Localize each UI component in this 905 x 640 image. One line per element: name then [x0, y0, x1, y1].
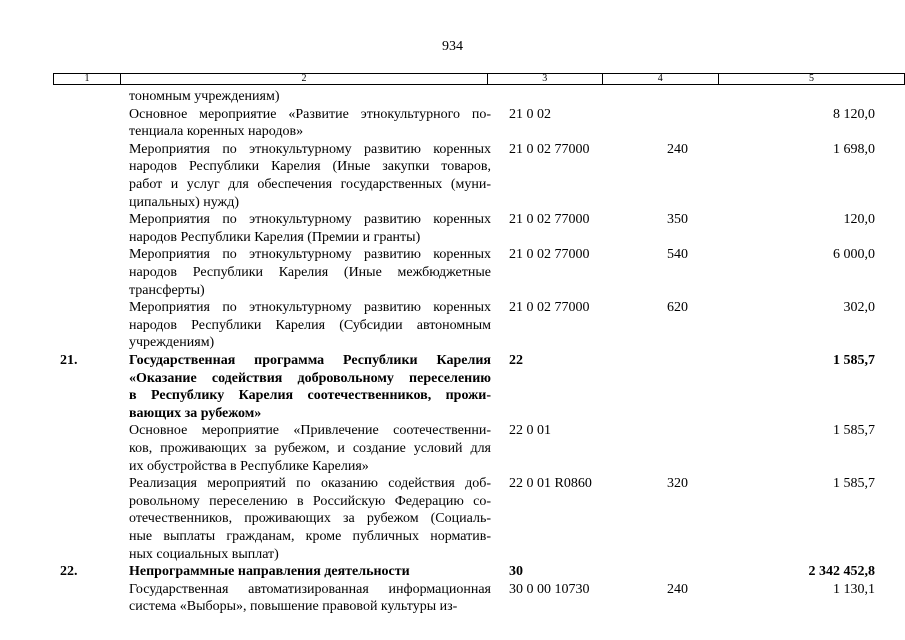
description-line: Мероприятия по этнокультурному развитию коренных	[129, 212, 491, 228]
row-description	[129, 563, 491, 581]
description-line: Государственная автоматизированная информационная	[129, 581, 491, 597]
description-line: Основное мероприятие «Развитие этнокультурного по-	[129, 106, 491, 122]
row-description	[129, 246, 491, 299]
row-amount: 1 130,1	[833, 581, 875, 597]
row-target-code: 21 0 02 77000	[509, 247, 590, 263]
row-target-code: 21 0 02 77000	[509, 212, 590, 228]
row-amount: 1 698,0	[833, 141, 875, 157]
row-description	[129, 299, 491, 352]
description-line: ровольному переселению в Российскую Федерацию со-	[129, 493, 491, 509]
description-line: Мероприятия по этнокультурному развитию коренных	[129, 247, 491, 263]
row-number: 21.	[60, 353, 78, 368]
row-amount: 302,0	[843, 300, 875, 316]
row-amount: 8 120,0	[833, 106, 875, 122]
row-description	[129, 581, 491, 616]
row-expense-type: 240	[667, 141, 688, 157]
row-expense-type: 240	[667, 581, 688, 597]
description-line: Основное мероприятие «Привлечение соотечественни-	[129, 423, 491, 439]
description-line: ных социальных выплат)	[129, 546, 279, 562]
column-header-row	[53, 73, 905, 85]
description-line: ципальных) нужд)	[129, 194, 240, 210]
description-line: их обустройства в Республике Карелия»	[129, 458, 369, 474]
column-number-3: 3	[488, 74, 602, 85]
description-line: Реализация мероприятий по оказанию содействия доб-	[129, 476, 491, 492]
row-amount: 6 000,0	[833, 247, 875, 263]
column-number-5: 5	[718, 74, 904, 85]
row-target-code: 30	[509, 564, 523, 580]
description-line: Мероприятия по этнокультурному развитию коренных	[129, 300, 491, 316]
page-number: 934	[442, 39, 463, 54]
column-number-1: 1	[54, 74, 121, 85]
row-target-code: 22	[509, 353, 523, 368]
description-line: отечественников, проживающих за рубежом (Социаль-	[129, 511, 491, 527]
row-expense-type: 620	[667, 300, 688, 316]
row-target-code: 21 0 02 77000	[509, 141, 590, 157]
description-line: народов Республики Карелия (Иные межбюджетные	[129, 264, 491, 280]
column-number-4: 4	[602, 74, 718, 85]
row-number: 22.	[60, 564, 78, 580]
row-amount: 1 585,7	[833, 476, 875, 492]
row-target-code: 22 0 01 R0860	[509, 476, 592, 492]
description-line: тономным учреждениям)	[129, 89, 280, 104]
description-line: тенциала коренных народов»	[129, 124, 304, 140]
row-expense-type: 320	[667, 476, 688, 492]
description-line: учреждениям)	[129, 335, 215, 351]
description-line: работ и услуг для обеспечения государственных (муни-	[129, 176, 491, 192]
row-description	[129, 141, 491, 211]
row-description	[129, 475, 491, 563]
row-target-code: 30 0 00 10730	[509, 581, 590, 597]
row-amount: 1 585,7	[833, 353, 875, 368]
row-expense-type: 540	[667, 247, 688, 263]
description-line: народов Республики Карелия (Иные закупки товаров,	[129, 159, 491, 175]
row-description	[129, 352, 491, 422]
row-description	[129, 106, 491, 141]
description-line: система «Выборы», повышение правовой культуры из-	[129, 599, 458, 615]
row-amount: 2 342 452,8	[808, 564, 875, 580]
description-line: народов Республики Карелия (Премии и гранты)	[129, 229, 421, 245]
description-line: вающих за рубежом»	[129, 405, 262, 421]
description-line: Мероприятия по этнокультурному развитию коренных	[129, 141, 491, 157]
row-amount: 120,0	[843, 212, 875, 228]
description-line: народов Республики Карелия (Субсидии автономным	[129, 317, 491, 333]
description-line: трансферты)	[129, 282, 205, 298]
row-target-code: 21 0 02	[509, 106, 551, 122]
description-line: ные выплаты гражданам, кроме публичных норматив-	[129, 528, 491, 544]
row-expense-type: 350	[667, 212, 688, 228]
row-target-code: 22 0 01	[509, 423, 551, 439]
row-description	[129, 88, 491, 106]
row-description	[129, 211, 491, 246]
row-target-code: 21 0 02 77000	[509, 300, 590, 316]
description-line: «Оказание содействия добровольному переселению	[129, 370, 491, 386]
row-amount: 1 585,7	[833, 423, 875, 439]
column-number-2: 2	[120, 74, 487, 85]
row-description	[129, 422, 491, 475]
description-line: Непрограммные направления деятельности	[129, 564, 410, 580]
description-line: в Республику Карелия соотечественников, прожи-	[129, 388, 491, 404]
description-line: ков, проживающих за рубежом, и создание условий для	[129, 440, 491, 456]
description-line: Государственная программа Республики Карелия	[129, 353, 491, 368]
